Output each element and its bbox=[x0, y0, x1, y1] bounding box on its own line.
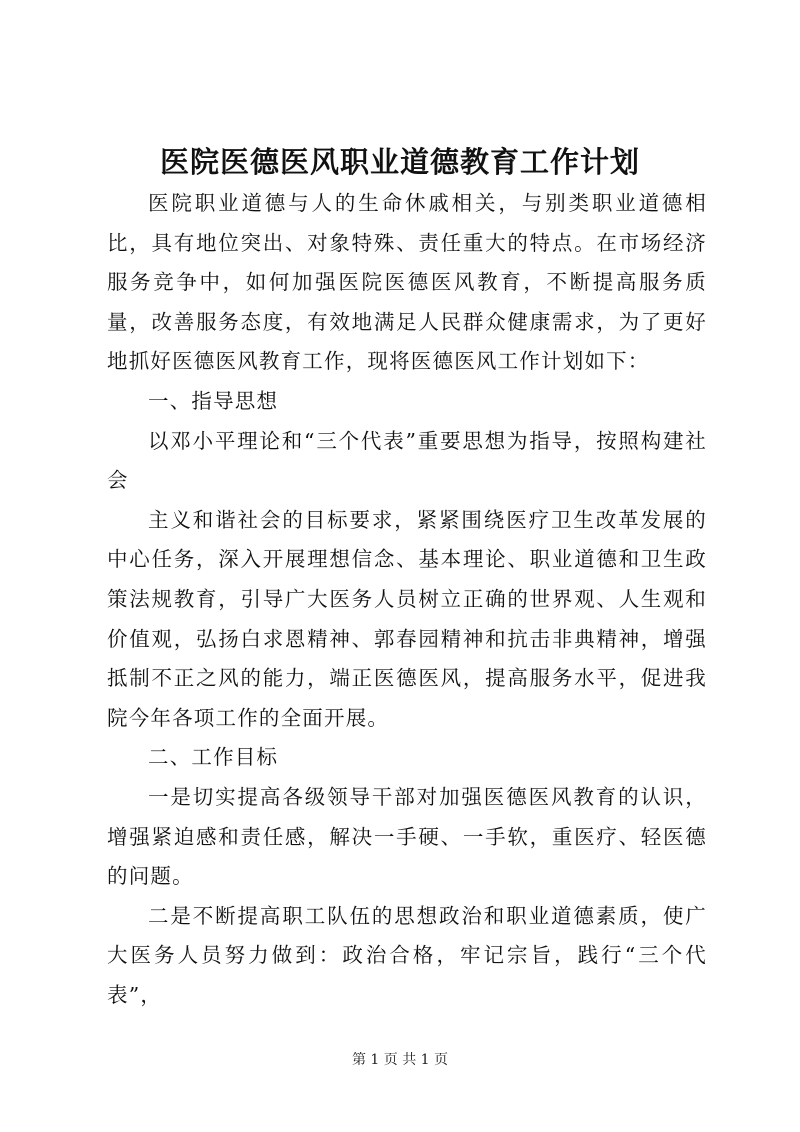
document-body bbox=[107, 184, 707, 1015]
work-goal-paragraph-1: 一是切实提高各级领导干部对加强医德医风教育的认识，增强紧迫感和责任感，解决一手硬、一手软，重医疗、轻医德的问题。 bbox=[107, 784, 707, 889]
document-title: 医院医德医风职业道德教育工作计划 bbox=[159, 145, 640, 179]
guiding-thought-paragraph-1: 以邓小平理论和“三个代表”重要思想为指导，按照构建社会 bbox=[107, 428, 707, 493]
guiding-thought-paragraph-2: 主义和谐社会的目标要求，紧紧围绕医疗卫生改革发展的中心任务，深入开展理想信念、基本理论、职业道德和卫生政策法规教育，引导广大医务人员树立正确的世界观、人生观和价值观，弘扬白求恩精神、郭春园精神和抗击非典精神，增强抵制不正之风的能力，端正医德医风，提高服务水平，促进我院今年各项工作的全面开展。 bbox=[107, 507, 707, 730]
section-heading-guiding-thought: 一、指导思想 bbox=[148, 388, 279, 413]
page-footer: 第 1 页 共 1 页 bbox=[351, 1052, 449, 1068]
intro-paragraph: 医院职业道德与人的生命休戚相关，与别类职业道德相比，具有地位突出、对象特殊、责任重大的特点。在市场经济服务竞争中，如何加强医院医德医风教育，不断提高服务质量，改善服务态度，有效地满足人民群众健康需求，为了更好地抓好医德医风教育工作，现将医德医风工作计划如下： bbox=[107, 191, 707, 374]
section-heading-work-goals: 二、工作目标 bbox=[148, 745, 279, 770]
work-goal-paragraph-2: 二是不断提高职工队伍的思想政治和职业道德素质，使广大医务人员努力做到：政治合格，牢记宗旨，践行“三个代表”， bbox=[107, 903, 707, 1007]
